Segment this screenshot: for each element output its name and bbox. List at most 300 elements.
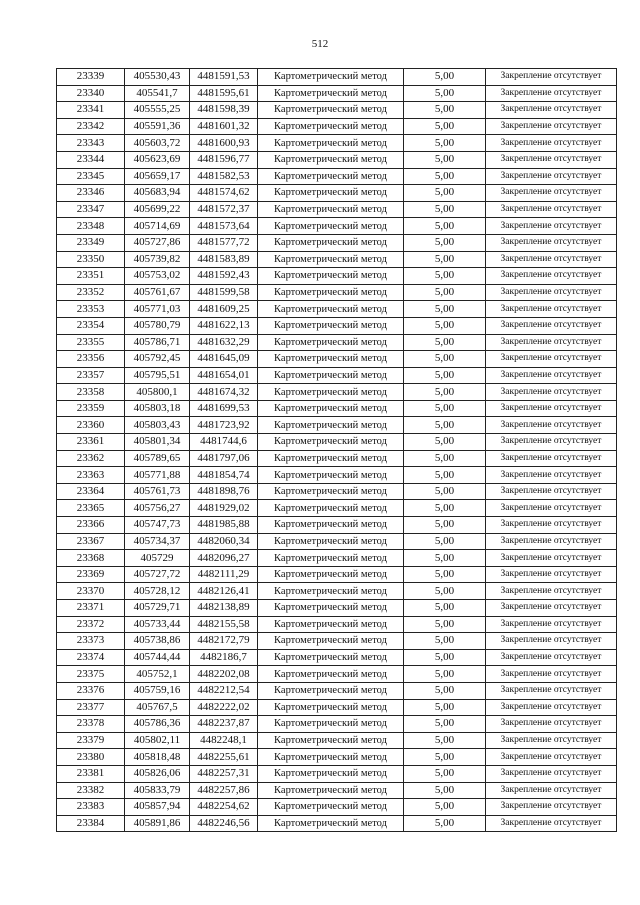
x-coordinate-cell: 405761,67	[125, 284, 190, 301]
accuracy-cell: 5,00	[404, 649, 486, 666]
point-number-cell: 23362	[57, 450, 125, 467]
table-row	[57, 682, 617, 699]
method-cell: Картометрический метод	[258, 583, 404, 600]
accuracy-cell: 5,00	[404, 517, 486, 534]
method-cell: Картометрический метод	[258, 500, 404, 517]
point-number-cell: 23357	[57, 367, 125, 384]
table-row	[57, 716, 617, 733]
point-number-cell: 23342	[57, 118, 125, 135]
x-coordinate-cell: 405786,36	[125, 716, 190, 733]
method-cell: Картометрический метод	[258, 301, 404, 318]
x-coordinate-cell: 405826,06	[125, 765, 190, 782]
method-cell: Картометрический метод	[258, 317, 404, 334]
table-row	[57, 168, 617, 185]
accuracy-cell: 5,00	[404, 118, 486, 135]
x-coordinate-cell: 405803,18	[125, 400, 190, 417]
x-coordinate-cell: 405833,79	[125, 782, 190, 799]
y-coordinate-cell: 4481591,53	[190, 69, 258, 86]
method-cell: Картометрический метод	[258, 400, 404, 417]
x-coordinate-cell: 405802,11	[125, 732, 190, 749]
x-coordinate-cell: 405792,45	[125, 351, 190, 368]
accuracy-cell: 5,00	[404, 234, 486, 251]
fixation-cell: Закрепление отсутствует	[486, 633, 617, 650]
y-coordinate-cell: 4481744,6	[190, 434, 258, 451]
method-cell: Картометрический метод	[258, 616, 404, 633]
accuracy-cell: 5,00	[404, 533, 486, 550]
method-cell: Картометрический метод	[258, 600, 404, 617]
table-row	[57, 384, 617, 401]
method-cell: Картометрический метод	[258, 483, 404, 500]
fixation-cell: Закрепление отсутствует	[486, 815, 617, 832]
method-cell: Картометрический метод	[258, 815, 404, 832]
point-number-cell: 23352	[57, 284, 125, 301]
table-row	[57, 151, 617, 168]
fixation-cell: Закрепление отсутствует	[486, 782, 617, 799]
point-number-cell: 23345	[57, 168, 125, 185]
fixation-cell: Закрепление отсутствует	[486, 201, 617, 218]
accuracy-cell: 5,00	[404, 168, 486, 185]
point-number-cell: 23372	[57, 616, 125, 633]
point-number-cell: 23363	[57, 467, 125, 484]
y-coordinate-cell: 4482172,79	[190, 633, 258, 650]
x-coordinate-cell: 405761,73	[125, 483, 190, 500]
point-number-cell: 23353	[57, 301, 125, 318]
table-row	[57, 69, 617, 86]
accuracy-cell: 5,00	[404, 732, 486, 749]
point-number-cell: 23381	[57, 765, 125, 782]
x-coordinate-cell: 405891,86	[125, 815, 190, 832]
fixation-cell: Закрепление отсутствует	[486, 118, 617, 135]
y-coordinate-cell: 4481577,72	[190, 234, 258, 251]
fixation-cell: Закрепление отсутствует	[486, 649, 617, 666]
table-row	[57, 566, 617, 583]
method-cell: Картометрический метод	[258, 168, 404, 185]
coordinates-table-body	[57, 69, 617, 832]
fixation-cell: Закрепление отсутствует	[486, 434, 617, 451]
fixation-cell: Закрепление отсутствует	[486, 284, 617, 301]
method-cell: Картометрический метод	[258, 85, 404, 102]
x-coordinate-cell: 405767,5	[125, 699, 190, 716]
table-row	[57, 135, 617, 152]
x-coordinate-cell: 405801,34	[125, 434, 190, 451]
y-coordinate-cell: 4481583,89	[190, 251, 258, 268]
point-number-cell: 23369	[57, 566, 125, 583]
point-number-cell: 23384	[57, 815, 125, 832]
table-row	[57, 434, 617, 451]
table-row	[57, 799, 617, 816]
y-coordinate-cell: 4481898,76	[190, 483, 258, 500]
y-coordinate-cell: 4482254,62	[190, 799, 258, 816]
table-row	[57, 284, 617, 301]
x-coordinate-cell: 405541,7	[125, 85, 190, 102]
fixation-cell: Закрепление отсутствует	[486, 765, 617, 782]
x-coordinate-cell: 405780,79	[125, 317, 190, 334]
point-number-cell: 23364	[57, 483, 125, 500]
y-coordinate-cell: 4481599,58	[190, 284, 258, 301]
method-cell: Картометрический метод	[258, 649, 404, 666]
method-cell: Картометрический метод	[258, 467, 404, 484]
accuracy-cell: 5,00	[404, 699, 486, 716]
method-cell: Картометрический метод	[258, 69, 404, 86]
table-row	[57, 517, 617, 534]
method-cell: Картометрический метод	[258, 102, 404, 119]
point-number-cell: 23366	[57, 517, 125, 534]
y-coordinate-cell: 4482237,87	[190, 716, 258, 733]
accuracy-cell: 5,00	[404, 268, 486, 285]
x-coordinate-cell: 405714,69	[125, 218, 190, 235]
fixation-cell: Закрепление отсутствует	[486, 268, 617, 285]
y-coordinate-cell: 4481929,02	[190, 500, 258, 517]
table-row	[57, 649, 617, 666]
fixation-cell: Закрепление отсутствует	[486, 351, 617, 368]
y-coordinate-cell: 4481572,37	[190, 201, 258, 218]
table-row	[57, 616, 617, 633]
x-coordinate-cell: 405683,94	[125, 185, 190, 202]
method-cell: Картометрический метод	[258, 699, 404, 716]
point-number-cell: 23382	[57, 782, 125, 799]
point-number-cell: 23380	[57, 749, 125, 766]
y-coordinate-cell: 4481632,29	[190, 334, 258, 351]
method-cell: Картометрический метод	[258, 749, 404, 766]
table-row	[57, 251, 617, 268]
x-coordinate-cell: 405771,03	[125, 301, 190, 318]
x-coordinate-cell: 405555,25	[125, 102, 190, 119]
fixation-cell: Закрепление отсутствует	[486, 517, 617, 534]
y-coordinate-cell: 4481582,53	[190, 168, 258, 185]
table-row	[57, 450, 617, 467]
accuracy-cell: 5,00	[404, 434, 486, 451]
y-coordinate-cell: 4481601,32	[190, 118, 258, 135]
y-coordinate-cell: 4481598,39	[190, 102, 258, 119]
y-coordinate-cell: 4481592,43	[190, 268, 258, 285]
method-cell: Картометрический метод	[258, 566, 404, 583]
y-coordinate-cell: 4481723,92	[190, 417, 258, 434]
fixation-cell: Закрепление отсутствует	[486, 799, 617, 816]
point-number-cell: 23367	[57, 533, 125, 550]
fixation-cell: Закрепление отсутствует	[486, 732, 617, 749]
fixation-cell: Закрепление отсутствует	[486, 384, 617, 401]
accuracy-cell: 5,00	[404, 566, 486, 583]
y-coordinate-cell: 4481699,53	[190, 400, 258, 417]
x-coordinate-cell: 405733,44	[125, 616, 190, 633]
x-coordinate-cell: 405803,43	[125, 417, 190, 434]
table-row	[57, 234, 617, 251]
accuracy-cell: 5,00	[404, 69, 486, 86]
fixation-cell: Закрепление отсутствует	[486, 185, 617, 202]
accuracy-cell: 5,00	[404, 550, 486, 567]
y-coordinate-cell: 4482186,7	[190, 649, 258, 666]
point-number-cell: 23377	[57, 699, 125, 716]
x-coordinate-cell: 405530,43	[125, 69, 190, 86]
table-row	[57, 699, 617, 716]
point-number-cell: 23339	[57, 69, 125, 86]
accuracy-cell: 5,00	[404, 682, 486, 699]
point-number-cell: 23354	[57, 317, 125, 334]
fixation-cell: Закрепление отсутствует	[486, 417, 617, 434]
table-row	[57, 201, 617, 218]
accuracy-cell: 5,00	[404, 301, 486, 318]
table-row	[57, 732, 617, 749]
method-cell: Картометрический метод	[258, 201, 404, 218]
table-row	[57, 268, 617, 285]
point-number-cell: 23358	[57, 384, 125, 401]
fixation-cell: Закрепление отсутствует	[486, 583, 617, 600]
x-coordinate-cell: 405699,22	[125, 201, 190, 218]
x-coordinate-cell: 405728,12	[125, 583, 190, 600]
x-coordinate-cell: 405623,69	[125, 151, 190, 168]
accuracy-cell: 5,00	[404, 85, 486, 102]
fixation-cell: Закрепление отсутствует	[486, 616, 617, 633]
x-coordinate-cell: 405739,82	[125, 251, 190, 268]
method-cell: Картометрический метод	[258, 218, 404, 235]
point-number-cell: 23340	[57, 85, 125, 102]
y-coordinate-cell: 4481654,01	[190, 367, 258, 384]
point-number-cell: 23383	[57, 799, 125, 816]
table-row	[57, 85, 617, 102]
method-cell: Картометрический метод	[258, 550, 404, 567]
y-coordinate-cell: 4481574,62	[190, 185, 258, 202]
y-coordinate-cell: 4482126,41	[190, 583, 258, 600]
accuracy-cell: 5,00	[404, 384, 486, 401]
accuracy-cell: 5,00	[404, 616, 486, 633]
x-coordinate-cell: 405659,17	[125, 168, 190, 185]
x-coordinate-cell: 405753,02	[125, 268, 190, 285]
x-coordinate-cell: 405756,27	[125, 500, 190, 517]
accuracy-cell: 5,00	[404, 450, 486, 467]
point-number-cell: 23379	[57, 732, 125, 749]
accuracy-cell: 5,00	[404, 218, 486, 235]
x-coordinate-cell: 405759,16	[125, 682, 190, 699]
fixation-cell: Закрепление отсутствует	[486, 716, 617, 733]
x-coordinate-cell: 405857,94	[125, 799, 190, 816]
table-row	[57, 102, 617, 119]
table-row	[57, 765, 617, 782]
y-coordinate-cell: 4482257,86	[190, 782, 258, 799]
y-coordinate-cell: 4481674,32	[190, 384, 258, 401]
table-row	[57, 218, 617, 235]
method-cell: Картометрический метод	[258, 351, 404, 368]
method-cell: Картометрический метод	[258, 799, 404, 816]
method-cell: Картометрический метод	[258, 384, 404, 401]
table-row	[57, 301, 617, 318]
method-cell: Картометрический метод	[258, 716, 404, 733]
accuracy-cell: 5,00	[404, 500, 486, 517]
fixation-cell: Закрепление отсутствует	[486, 218, 617, 235]
method-cell: Картометрический метод	[258, 666, 404, 683]
table-row	[57, 118, 617, 135]
accuracy-cell: 5,00	[404, 600, 486, 617]
method-cell: Картометрический метод	[258, 434, 404, 451]
method-cell: Картометрический метод	[258, 517, 404, 534]
table-row	[57, 666, 617, 683]
x-coordinate-cell: 405738,86	[125, 633, 190, 650]
y-coordinate-cell: 4481854,74	[190, 467, 258, 484]
fixation-cell: Закрепление отсутствует	[486, 450, 617, 467]
accuracy-cell: 5,00	[404, 749, 486, 766]
fixation-cell: Закрепление отсутствует	[486, 334, 617, 351]
y-coordinate-cell: 4482246,56	[190, 815, 258, 832]
x-coordinate-cell: 405786,71	[125, 334, 190, 351]
point-number-cell: 23365	[57, 500, 125, 517]
table-row	[57, 500, 617, 517]
point-number-cell: 23356	[57, 351, 125, 368]
fixation-cell: Закрепление отсутствует	[486, 151, 617, 168]
accuracy-cell: 5,00	[404, 483, 486, 500]
x-coordinate-cell: 405734,37	[125, 533, 190, 550]
method-cell: Картометрический метод	[258, 450, 404, 467]
table-row	[57, 483, 617, 500]
fixation-cell: Закрепление отсутствует	[486, 749, 617, 766]
method-cell: Картометрический метод	[258, 284, 404, 301]
point-number-cell: 23375	[57, 666, 125, 683]
accuracy-cell: 5,00	[404, 284, 486, 301]
accuracy-cell: 5,00	[404, 185, 486, 202]
y-coordinate-cell: 4482202,08	[190, 666, 258, 683]
table-row	[57, 749, 617, 766]
accuracy-cell: 5,00	[404, 334, 486, 351]
method-cell: Картометрический метод	[258, 682, 404, 699]
point-number-cell: 23360	[57, 417, 125, 434]
y-coordinate-cell: 4482096,27	[190, 550, 258, 567]
y-coordinate-cell: 4482255,61	[190, 749, 258, 766]
y-coordinate-cell: 4482248,1	[190, 732, 258, 749]
y-coordinate-cell: 4482257,31	[190, 765, 258, 782]
accuracy-cell: 5,00	[404, 467, 486, 484]
x-coordinate-cell: 405727,86	[125, 234, 190, 251]
accuracy-cell: 5,00	[404, 583, 486, 600]
y-coordinate-cell: 4482155,58	[190, 616, 258, 633]
fixation-cell: Закрепление отсутствует	[486, 467, 617, 484]
point-number-cell: 23361	[57, 434, 125, 451]
table-row	[57, 600, 617, 617]
point-number-cell: 23343	[57, 135, 125, 152]
method-cell: Картометрический метод	[258, 251, 404, 268]
accuracy-cell: 5,00	[404, 799, 486, 816]
method-cell: Картометрический метод	[258, 234, 404, 251]
point-number-cell: 23350	[57, 251, 125, 268]
point-number-cell: 23349	[57, 234, 125, 251]
fixation-cell: Закрепление отсутствует	[486, 102, 617, 119]
method-cell: Картометрический метод	[258, 135, 404, 152]
y-coordinate-cell: 4482111,29	[190, 566, 258, 583]
table-row	[57, 533, 617, 550]
fixation-cell: Закрепление отсутствует	[486, 317, 617, 334]
method-cell: Картометрический метод	[258, 118, 404, 135]
y-coordinate-cell: 4481573,64	[190, 218, 258, 235]
table-row	[57, 351, 617, 368]
method-cell: Картометрический метод	[258, 633, 404, 650]
table-row	[57, 400, 617, 417]
x-coordinate-cell: 405729,71	[125, 600, 190, 617]
x-coordinate-cell: 405747,73	[125, 517, 190, 534]
coordinates-table	[56, 68, 617, 832]
fixation-cell: Закрепление отсутствует	[486, 135, 617, 152]
accuracy-cell: 5,00	[404, 400, 486, 417]
y-coordinate-cell: 4481645,09	[190, 351, 258, 368]
y-coordinate-cell: 4481595,61	[190, 85, 258, 102]
accuracy-cell: 5,00	[404, 151, 486, 168]
fixation-cell: Закрепление отсутствует	[486, 69, 617, 86]
accuracy-cell: 5,00	[404, 135, 486, 152]
table-row	[57, 782, 617, 799]
fixation-cell: Закрепление отсутствует	[486, 301, 617, 318]
accuracy-cell: 5,00	[404, 251, 486, 268]
y-coordinate-cell: 4481797,06	[190, 450, 258, 467]
x-coordinate-cell: 405727,72	[125, 566, 190, 583]
table-row	[57, 633, 617, 650]
fixation-cell: Закрепление отсутствует	[486, 367, 617, 384]
point-number-cell: 23371	[57, 600, 125, 617]
accuracy-cell: 5,00	[404, 367, 486, 384]
accuracy-cell: 5,00	[404, 633, 486, 650]
fixation-cell: Закрепление отсутствует	[486, 483, 617, 500]
fixation-cell: Закрепление отсутствует	[486, 699, 617, 716]
table-row	[57, 815, 617, 832]
table-row	[57, 334, 617, 351]
fixation-cell: Закрепление отсутствует	[486, 566, 617, 583]
point-number-cell: 23368	[57, 550, 125, 567]
fixation-cell: Закрепление отсутствует	[486, 550, 617, 567]
y-coordinate-cell: 4481622,13	[190, 317, 258, 334]
method-cell: Картометрический метод	[258, 782, 404, 799]
x-coordinate-cell: 405744,44	[125, 649, 190, 666]
accuracy-cell: 5,00	[404, 716, 486, 733]
table-row	[57, 467, 617, 484]
table-row	[57, 317, 617, 334]
x-coordinate-cell: 405818,48	[125, 749, 190, 766]
point-number-cell: 23359	[57, 400, 125, 417]
point-number-cell: 23346	[57, 185, 125, 202]
x-coordinate-cell: 405752,1	[125, 666, 190, 683]
method-cell: Картометрический метод	[258, 732, 404, 749]
method-cell: Картометрический метод	[258, 765, 404, 782]
table-row	[57, 550, 617, 567]
x-coordinate-cell: 405795,51	[125, 367, 190, 384]
page-number: 512	[311, 38, 329, 50]
y-coordinate-cell: 4481985,88	[190, 517, 258, 534]
fixation-cell: Закрепление отсутствует	[486, 666, 617, 683]
x-coordinate-cell: 405789,65	[125, 450, 190, 467]
accuracy-cell: 5,00	[404, 317, 486, 334]
table-row	[57, 185, 617, 202]
point-number-cell: 23373	[57, 633, 125, 650]
x-coordinate-cell: 405603,72	[125, 135, 190, 152]
point-number-cell: 23376	[57, 682, 125, 699]
table-row	[57, 417, 617, 434]
method-cell: Картометрический метод	[258, 151, 404, 168]
fixation-cell: Закрепление отсутствует	[486, 500, 617, 517]
point-number-cell: 23378	[57, 716, 125, 733]
accuracy-cell: 5,00	[404, 815, 486, 832]
fixation-cell: Закрепление отсутствует	[486, 85, 617, 102]
method-cell: Картометрический метод	[258, 185, 404, 202]
method-cell: Картометрический метод	[258, 533, 404, 550]
point-number-cell: 23351	[57, 268, 125, 285]
y-coordinate-cell: 4481609,25	[190, 301, 258, 318]
point-number-cell: 23370	[57, 583, 125, 600]
point-number-cell: 23374	[57, 649, 125, 666]
x-coordinate-cell: 405800,1	[125, 384, 190, 401]
accuracy-cell: 5,00	[404, 765, 486, 782]
method-cell: Картометрический метод	[258, 334, 404, 351]
fixation-cell: Закрепление отсутствует	[486, 533, 617, 550]
x-coordinate-cell: 405729	[125, 550, 190, 567]
accuracy-cell: 5,00	[404, 201, 486, 218]
y-coordinate-cell: 4481600,93	[190, 135, 258, 152]
accuracy-cell: 5,00	[404, 666, 486, 683]
point-number-cell: 23344	[57, 151, 125, 168]
y-coordinate-cell: 4482222,02	[190, 699, 258, 716]
